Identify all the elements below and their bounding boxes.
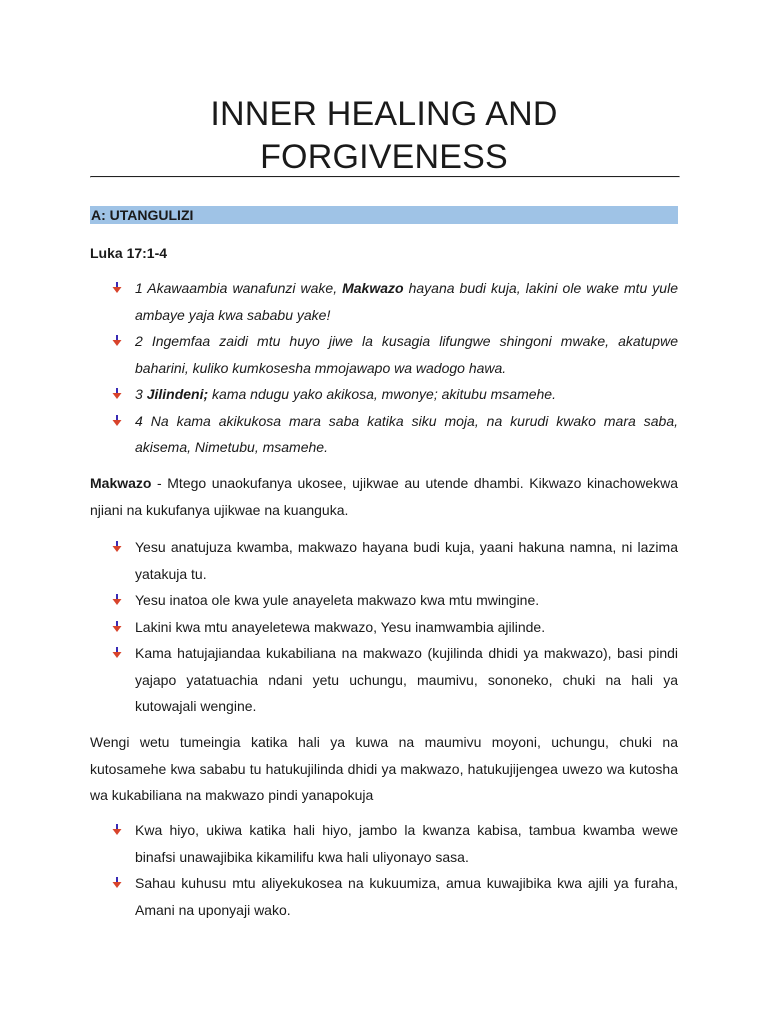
title-line-1: INNER HEALING AND [210,95,558,133]
list-item: Yesu anatujuza kwamba, makwazo hayana budi kuja, yaani hakuna namna, ni lazima yatakuja tu. [110,534,678,587]
definition-term: Makwazo [90,475,152,491]
arrow-bullet-icon [111,388,123,400]
list-item: Kwa hiyo, ukiwa katika hali hiyo, jambo la kwanza kabisa, tambua kwamba wewe binafsi unawajibika kikamilifu kwa hali uliyonayo sasa. [110,817,678,870]
verse-list [110,275,678,461]
closing-points-list [110,817,678,923]
document-title [90,93,678,179]
arrow-bullet-icon [111,335,123,347]
list-item: 1 Akawaambia wanafunzi wake, Makwazo hayana budi kuja, lakini ole wake mtu yule ambaye yaja kwa sababu yake! [110,275,678,328]
scripture-reference: Luka 17:1-4 [90,245,168,261]
arrow-bullet-icon [111,415,123,427]
list-item: 2 Ingemfaa zaidi mtu huyo jiwe la kusagia lifungwe shingoni mwake, akatupwe baharini, kuliko kumkosesha mmojawapo wa wadogo hawa. [110,328,678,381]
arrow-bullet-icon [111,541,123,553]
title-underline [90,176,680,178]
arrow-bullet-icon [111,282,123,294]
arrow-bullet-icon [111,824,123,836]
body-paragraph: Wengi wetu tumeingia katika hali ya kuwa na maumivu moyoni, uchungu, chuki na kutosamehe kwa sababu tu hatukujilinda dhidi ya makwazo, hatukujijengea uwezo wa kutosha wa kukabiliana na makwazo pindi yanapokuja [90,734,678,803]
list-item: Kama hatujajiandaa kukabiliana na makwazo (kujilinda dhidi ya makwazo), basi pindi yajapo yatatuachia ndani yetu uchungu, maumivu, sononeko, chuki na hali ya kutowajali wengine. [110,640,678,720]
title-line-2: FORGIVENESS [260,138,508,176]
arrow-bullet-icon [111,621,123,633]
verse-keyword: Jilindeni; [146,386,209,402]
list-item: Lakini kwa mtu anayeletewa makwazo, Yesu inamwambia ajilinde. [110,614,678,641]
points-list [110,534,678,720]
section-heading: A: UTANGULIZI [90,206,678,224]
list-item: 4 Na kama akikukosa mara saba katika siku moja, na kurudi kwako mara saba, akisema, Nimetubu, msamehe. [110,408,678,461]
verse-keyword: Makwazo [342,280,404,296]
list-item: 3 Jilindeni; kama ndugu yako akikosa, mwonye; akitubu msamehe. [110,381,678,408]
arrow-bullet-icon [111,594,123,606]
list-item: Sahau kuhusu mtu aliyekukosea na kukuumiza, amua kuwajibika kwa ajili ya furaha, Amani na uponyaji wako. [110,870,678,923]
arrow-bullet-icon [111,877,123,889]
definition-paragraph: Makwazo - Mtego unaokufanya ukosee, ujikwae au utende dhambi. Kikwazo kinachowekwa njiani na kukufanya ujikwae na kuanguka. [90,475,678,518]
arrow-bullet-icon [111,647,123,659]
list-item: Yesu inatoa ole kwa yule anayeleta makwazo kwa mtu mwingine. [110,587,678,614]
